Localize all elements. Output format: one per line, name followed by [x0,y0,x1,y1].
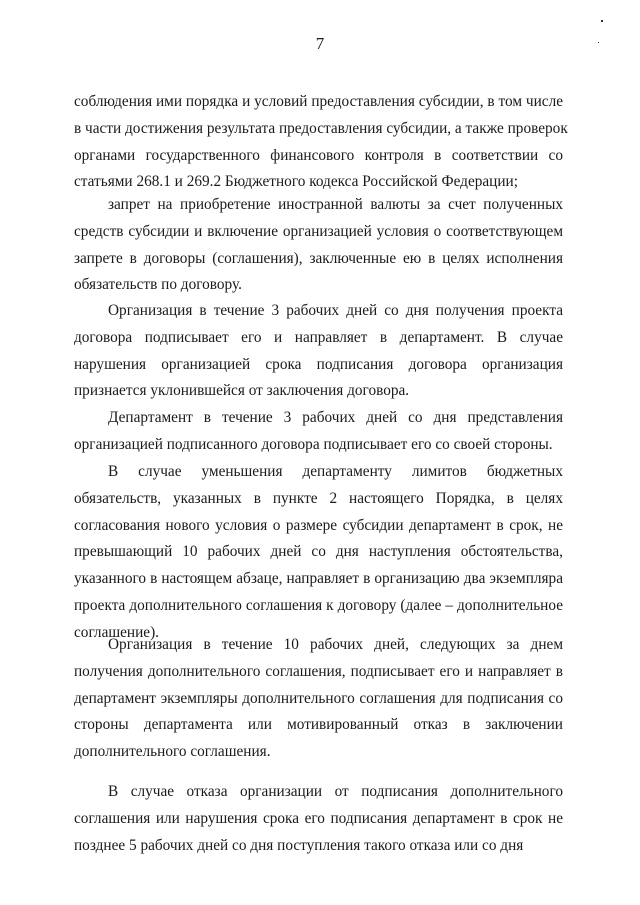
text-line: статьями 268.1 и 269.2 Бюджетного кодекса Российской Федерации; [74,173,518,191]
text-line: запрете в договоры (соглашения), заключенные ею в целях исполнения [74,249,563,267]
paragraph [74,779,563,859]
text-line: согласования нового условия о размере субсидии департамент в срок, не [74,516,563,534]
text-line: организацией подписанного договора подписывает его со своей стороны. [74,435,553,453]
text-line: проекта дополнительного соглашения к договору (далее – дополнительное [74,596,563,614]
text-line: средств субсидии и включение организацией условия о соответствующем [74,222,563,240]
scan-speck [601,20,603,22]
text-line: департамент экземпляры дополнительного соглашения для подписания со [74,689,563,707]
text-line: обязательств по договору. [74,276,242,294]
text-line: нарушения организацией срока подписания договора организация [74,355,563,373]
scan-speck [598,42,599,43]
paragraph [74,192,563,299]
text-line: признается уклонившейся от заключения договора. [74,382,410,400]
text-line: Организация в течение 10 рабочих дней, следующих за днем [108,636,563,653]
text-line: Департамент в течение 3 рабочих дней со дня представления [108,409,563,426]
text-line: позднее 5 рабочих дней со дня поступления такого отказа или со дня [74,836,524,854]
text-line: указанного в настоящем абзаце, направляет в организацию два экземпляра [74,570,563,588]
paragraph [74,298,563,405]
text-line: договора подписывает его и направляет в департамент. В случае [74,328,563,346]
text-line: превышающий 10 рабочих дней со дня наступления обстоятельства, [74,543,563,561]
paragraph [74,405,563,459]
text-line: запрет на приобретение иностранной валюты за счет полученных [108,196,563,213]
page-number: 7 [315,34,325,53]
text-line: дополнительного соглашения. [74,743,271,761]
text-line: соглашения или нарушения срока его подписания департамент в срок не [74,809,563,827]
text-line: стороны департамента или мотивированный отказ в заключении [74,716,563,734]
text-line: В случае уменьшения департаменту лимитов бюджетных [108,463,563,480]
text-line: в части достижения результата предоставления субсидии, а также проверок [74,119,568,137]
text-line: соблюдения ими порядка и условий предоставления субсидии, в том числе [74,93,563,110]
text-line: получения дополнительного соглашения, подписывает его и направляет в [74,662,563,680]
text-line: обязательств, указанных в пункте 2 настоящего Порядка, в целях [74,489,563,507]
paragraph [74,459,563,647]
text-line: соглашение). [74,623,160,641]
paragraph [74,89,568,196]
text-line: Организация в течение 3 рабочих дней со дня получения проекта [108,302,563,319]
paragraph [74,632,563,766]
text-line: органами государственного финансового контроля в соответствии со [74,146,563,164]
text-line: В случае отказа организации от подписания дополнительного [108,783,563,800]
